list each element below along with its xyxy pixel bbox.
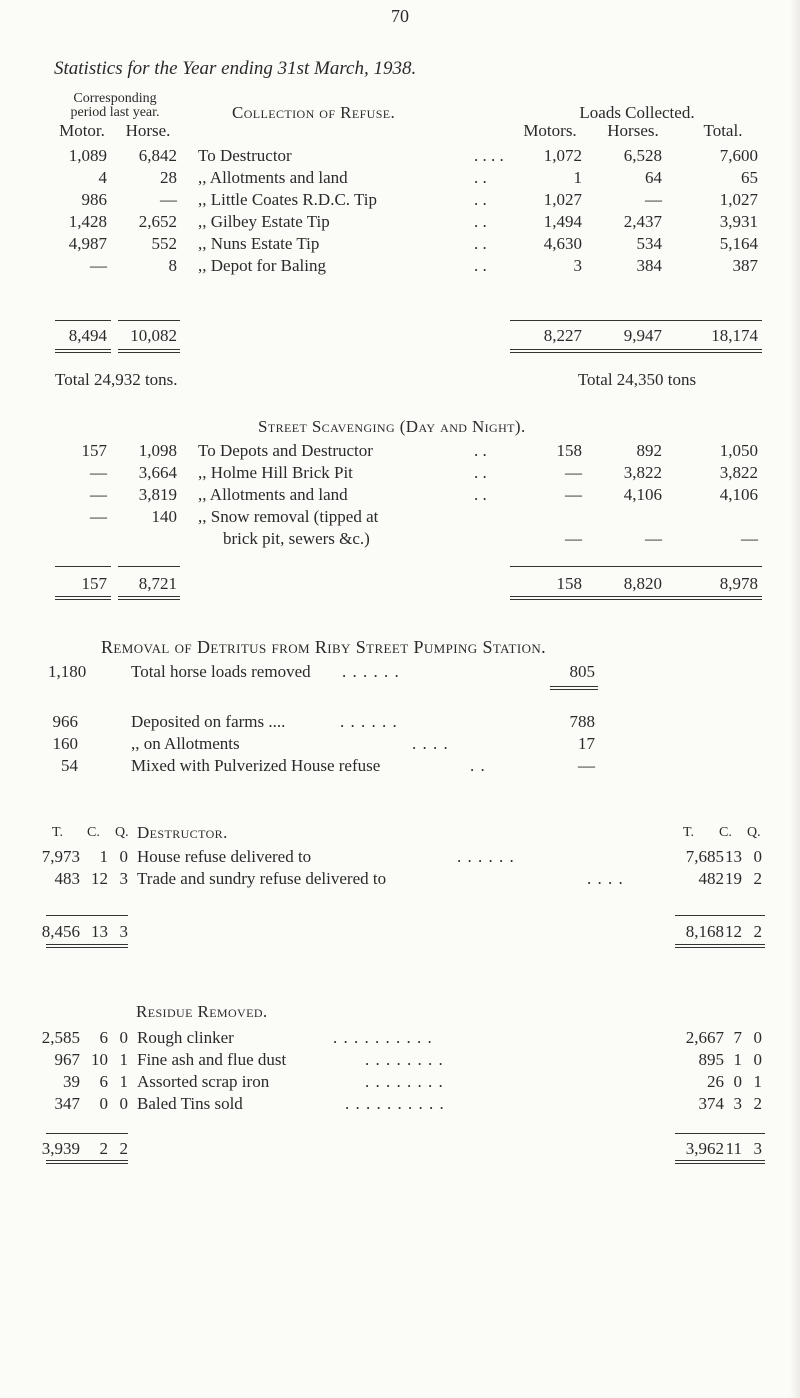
- page-title: Statistics for the Year ending 31st March, 1938.: [54, 58, 417, 79]
- prev-unit-t: T.: [52, 825, 64, 840]
- residue-prev-tons: 347: [54, 1094, 80, 1113]
- prev-motor-total: 8,494: [68, 326, 107, 345]
- leader-dots: . .: [474, 256, 487, 275]
- prev-horse-cell: 8: [168, 256, 177, 275]
- detritus-cur-cell: —: [578, 756, 595, 775]
- scav-cur-horses-cell: —: [645, 529, 662, 548]
- cur-motors-cell: 4,630: [543, 234, 582, 253]
- cur-horses-cell: 64: [645, 168, 662, 187]
- detritus-cur-cell: 17: [578, 734, 595, 753]
- residue-cur-cwt: 0: [733, 1072, 742, 1091]
- scav-cur-horses-cell: 892: [636, 441, 662, 460]
- residue-total-cur-tons: 3,962: [685, 1139, 724, 1158]
- destructor-prev-tons: 483: [54, 869, 80, 888]
- leader-dots: . .: [474, 234, 487, 253]
- prev-horse-header: Horse.: [125, 121, 171, 140]
- motors-header: Motors.: [523, 121, 577, 140]
- residue-total-cur-cwt: 11: [725, 1139, 742, 1158]
- prev-horse-cell: 2,652: [138, 212, 177, 231]
- detritus-total-dots: . . . . . .: [342, 662, 400, 681]
- cur-horses-cell: 384: [636, 256, 662, 275]
- residue-cur-tons: 2,667: [685, 1028, 724, 1047]
- scav-prev-horse-cell: 140: [151, 507, 177, 526]
- scav-prev-motor-cell: —: [90, 507, 107, 526]
- residue-cur-cwt: 1: [733, 1050, 742, 1069]
- cur-total-cell: 7,600: [719, 146, 758, 165]
- scav-prev-motor-cell: —: [90, 485, 107, 504]
- detritus-row-label: Mixed with Pulverized House refuse: [131, 756, 381, 775]
- cur-motors-total: 8,227: [543, 326, 582, 345]
- scav-prev-horse-cell: 3,819: [138, 485, 177, 504]
- residue-prev-cwt: 0: [99, 1094, 108, 1113]
- residue-prev-cwt: 6: [99, 1028, 108, 1047]
- prev-horse-cell: 552: [151, 234, 177, 253]
- scav-prev-horse-cell: 3,664: [138, 463, 177, 482]
- scav-prev-motor-total: 157: [81, 574, 107, 593]
- residue-total-cur-qrs: 3: [753, 1139, 762, 1158]
- scav-prev-motor-cell: —: [90, 463, 107, 482]
- residue-prev-qrs: 0: [119, 1028, 128, 1047]
- destructor-prev-cwt: 1: [99, 847, 108, 866]
- detritus-prev-cell: 160: [52, 734, 78, 753]
- destructor-cur-tons: 7,685: [685, 847, 724, 866]
- scav-cur-motors-cell: —: [565, 529, 582, 548]
- destructor-cur-qrs: 2: [753, 869, 762, 888]
- page-edge-shadow: [790, 0, 800, 1398]
- residue-prev-tons: 2,585: [41, 1028, 80, 1047]
- leader-dots: . . . . . .: [340, 712, 398, 731]
- residue-cur-cwt: 7: [733, 1028, 742, 1047]
- detritus-row-label: Deposited on farms ....: [131, 712, 286, 731]
- prev-motor-cell: 986: [81, 190, 107, 209]
- cur-grand-total: 18,174: [711, 326, 758, 345]
- loads-collected-header: Loads Collected.: [579, 103, 695, 122]
- destructor-cur-qrs: 0: [753, 847, 762, 866]
- cur-motors-cell: 3: [573, 256, 582, 275]
- residue-cur-qrs: 0: [753, 1050, 762, 1069]
- scav-cur-horses-cell: 3,822: [623, 463, 662, 482]
- prev-unit-c: C.: [87, 825, 100, 840]
- cur-motors-cell: 1: [573, 168, 582, 187]
- scav-cur-total-cell: 4,106: [719, 485, 758, 504]
- detritus-prev-cell: 966: [52, 712, 78, 731]
- prev-unit-q: Q.: [115, 825, 129, 840]
- prev-horse-cell: —: [160, 190, 177, 209]
- leader-dots: . . . . . .: [457, 847, 515, 866]
- scav-row-label: To Depots and Destructor: [198, 441, 373, 460]
- prev-motor-cell: 1,089: [68, 146, 107, 165]
- destructor-cur-tons: 482: [698, 869, 724, 888]
- destructor-heading: Destructor.: [137, 823, 228, 842]
- destructor-total-cur-qrs: 2: [753, 922, 762, 941]
- prev-motor-cell: 1,428: [68, 212, 107, 231]
- destructor-prev-qrs: 0: [119, 847, 128, 866]
- residue-row-label: Fine ash and flue dust: [137, 1050, 287, 1069]
- cur-horses-cell: —: [645, 190, 662, 209]
- scav-cur-grand-total: 8,978: [719, 574, 758, 593]
- row-label: ,, Allotments and land: [198, 168, 348, 187]
- leader-dots: . . . . . . . . . .: [345, 1094, 445, 1113]
- destructor-cur-cwt: 13: [725, 847, 742, 866]
- cur-unit-c: C.: [719, 825, 732, 840]
- residue-prev-tons: 967: [54, 1050, 80, 1069]
- scav-cur-motors-cell: 158: [556, 441, 582, 460]
- cur-total-cell: 5,164: [719, 234, 758, 253]
- destructor-prev-tons: 7,973: [41, 847, 80, 866]
- scav-cur-horses-cell: 4,106: [623, 485, 662, 504]
- cur-total-cell: 387: [732, 256, 758, 275]
- residue-cur-tons: 374: [698, 1094, 724, 1113]
- scav-row-label: ,, Allotments and land: [198, 485, 348, 504]
- residue-cur-qrs: 0: [753, 1028, 762, 1047]
- residue-total-prev-tons: 3,939: [41, 1139, 80, 1158]
- destructor-total-cur-cwt: 12: [725, 922, 742, 941]
- residue-cur-qrs: 2: [753, 1094, 762, 1113]
- row-label: ,, Depot for Baling: [198, 256, 326, 275]
- scav-cur-total-cell: 1,050: [719, 441, 758, 460]
- detritus-cur-cell: 788: [569, 712, 595, 731]
- prev-motor-cell: —: [90, 256, 107, 275]
- scav-cur-motors-cell: —: [565, 485, 582, 504]
- leader-dots: . . . . . . . .: [365, 1050, 444, 1069]
- scav-cur-horses-total: 8,820: [623, 574, 662, 593]
- prev-motor-header: Motor.: [59, 121, 105, 140]
- cur-unit-t: T.: [683, 825, 695, 840]
- scav-cur-total-cell: 3,822: [719, 463, 758, 482]
- leader-dots: . .: [474, 168, 487, 187]
- scav-prev-horse-total: 8,721: [138, 574, 177, 593]
- cur-horses-cell: 534: [636, 234, 662, 253]
- cur-unit-q: Q.: [747, 825, 761, 840]
- scav-row-label: ,, Holme Hill Brick Pit: [198, 463, 353, 482]
- cur-total-cell: 3,931: [719, 212, 758, 231]
- prev-period-header-2: period last year.: [70, 105, 160, 120]
- residue-prev-cwt: 10: [91, 1050, 108, 1069]
- residue-row-label: Assorted scrap iron: [137, 1072, 270, 1091]
- residue-cur-tons: 26: [707, 1072, 724, 1091]
- cur-motors-cell: 1,494: [543, 212, 582, 231]
- page-number: 70: [391, 6, 409, 26]
- prev-horse-cell: 28: [160, 168, 177, 187]
- scavenging-heading: Street Scavenging (Day and Night).: [258, 417, 526, 436]
- destructor-total-prev-qrs: 3: [119, 922, 128, 941]
- prev-period-header-1: Corresponding: [73, 91, 157, 106]
- residue-prev-qrs: 1: [119, 1072, 128, 1091]
- leader-dots: . .: [474, 190, 487, 209]
- leader-dots: . .: [470, 756, 486, 775]
- residue-prev-cwt: 6: [99, 1072, 108, 1091]
- destructor-total-cur-tons: 8,168: [685, 922, 724, 941]
- scav-row-label: ,, Snow removal (tipped at: [198, 507, 379, 526]
- cur-horses-cell: 2,437: [623, 212, 662, 231]
- detritus-prev-cell: 54: [61, 756, 78, 775]
- row-label: ,, Little Coates R.D.C. Tip: [198, 190, 377, 209]
- detritus-total-label: Total horse loads removed: [131, 662, 311, 681]
- cur-horses-cell: 6,528: [623, 146, 662, 165]
- scav-cur-motors-total: 158: [556, 574, 582, 593]
- destructor-prev-qrs: 3: [119, 869, 128, 888]
- leader-dots: . .: [474, 441, 487, 460]
- leader-dots: . .: [474, 485, 487, 504]
- row-label: ,, Gilbey Estate Tip: [198, 212, 330, 231]
- residue-prev-qrs: 1: [119, 1050, 128, 1069]
- row-label: ,, Nuns Estate Tip: [198, 234, 320, 253]
- destructor-cur-cwt: 19: [725, 869, 742, 888]
- prev-horse-total: 10,082: [130, 326, 177, 345]
- prev-horse-cell: 6,842: [138, 146, 177, 165]
- residue-row-label: Baled Tins sold: [137, 1094, 243, 1113]
- residue-cur-cwt: 3: [733, 1094, 742, 1113]
- destructor-prev-cwt: 12: [91, 869, 108, 888]
- destructor-row-label: Trade and sundry refuse delivered to: [137, 869, 387, 888]
- destructor-total-prev-cwt: 13: [91, 922, 108, 941]
- cur-total-cell: 65: [741, 168, 758, 187]
- scav-row-label-cont: brick pit, sewers &c.): [223, 529, 370, 548]
- prev-motor-cell: 4: [98, 168, 107, 187]
- total-header: Total.: [703, 121, 743, 140]
- cur-motors-cell: 1,027: [543, 190, 582, 209]
- residue-total-prev-qrs: 2: [119, 1139, 128, 1158]
- residue-prev-tons: 39: [63, 1072, 80, 1091]
- residue-cur-tons: 895: [698, 1050, 724, 1069]
- cur-total-cell: 1,027: [719, 190, 758, 209]
- collection-heading: Collection of Refuse.: [232, 103, 396, 122]
- detritus-row-label: ,, on Allotments: [131, 734, 240, 753]
- detritus-heading: Removal of Detritus from Riby Street Pumping Station.: [101, 637, 547, 657]
- row-label: To Destructor: [198, 146, 292, 165]
- leader-dots: . . . .: [587, 869, 624, 888]
- horses-header: Horses.: [607, 121, 659, 140]
- prev-total-tons: Total 24,932 tons.: [55, 370, 178, 389]
- scav-cur-total-cell: —: [741, 529, 758, 548]
- destructor-total-prev-tons: 8,456: [41, 922, 80, 941]
- cur-horses-total: 9,947: [623, 326, 662, 345]
- detritus-total-cur: 805: [569, 662, 595, 681]
- leader-dots: . . . . . . . .: [365, 1072, 444, 1091]
- destructor-row-label: House refuse delivered to: [137, 847, 312, 866]
- residue-cur-qrs: 1: [753, 1072, 762, 1091]
- leader-dots: . . . .: [412, 734, 449, 753]
- cur-motors-cell: 1,072: [543, 146, 582, 165]
- residue-heading: Residue Removed.: [136, 1002, 268, 1021]
- leader-dots: . .: [474, 212, 487, 231]
- prev-motor-cell: 4,987: [68, 234, 107, 253]
- scav-prev-motor-cell: 157: [81, 441, 107, 460]
- scav-prev-horse-cell: 1,098: [138, 441, 177, 460]
- residue-prev-qrs: 0: [119, 1094, 128, 1113]
- residue-total-prev-cwt: 2: [99, 1139, 108, 1158]
- leader-dots: . . . . . . . . . .: [333, 1028, 433, 1047]
- residue-row-label: Rough clinker: [137, 1028, 234, 1047]
- leader-dots: . . . .: [474, 146, 504, 165]
- leader-dots: . .: [474, 463, 487, 482]
- detritus-total-prev: 1,180: [48, 662, 87, 681]
- cur-total-tons: Total 24,350 tons: [577, 370, 697, 389]
- scav-cur-motors-cell: —: [565, 463, 582, 482]
